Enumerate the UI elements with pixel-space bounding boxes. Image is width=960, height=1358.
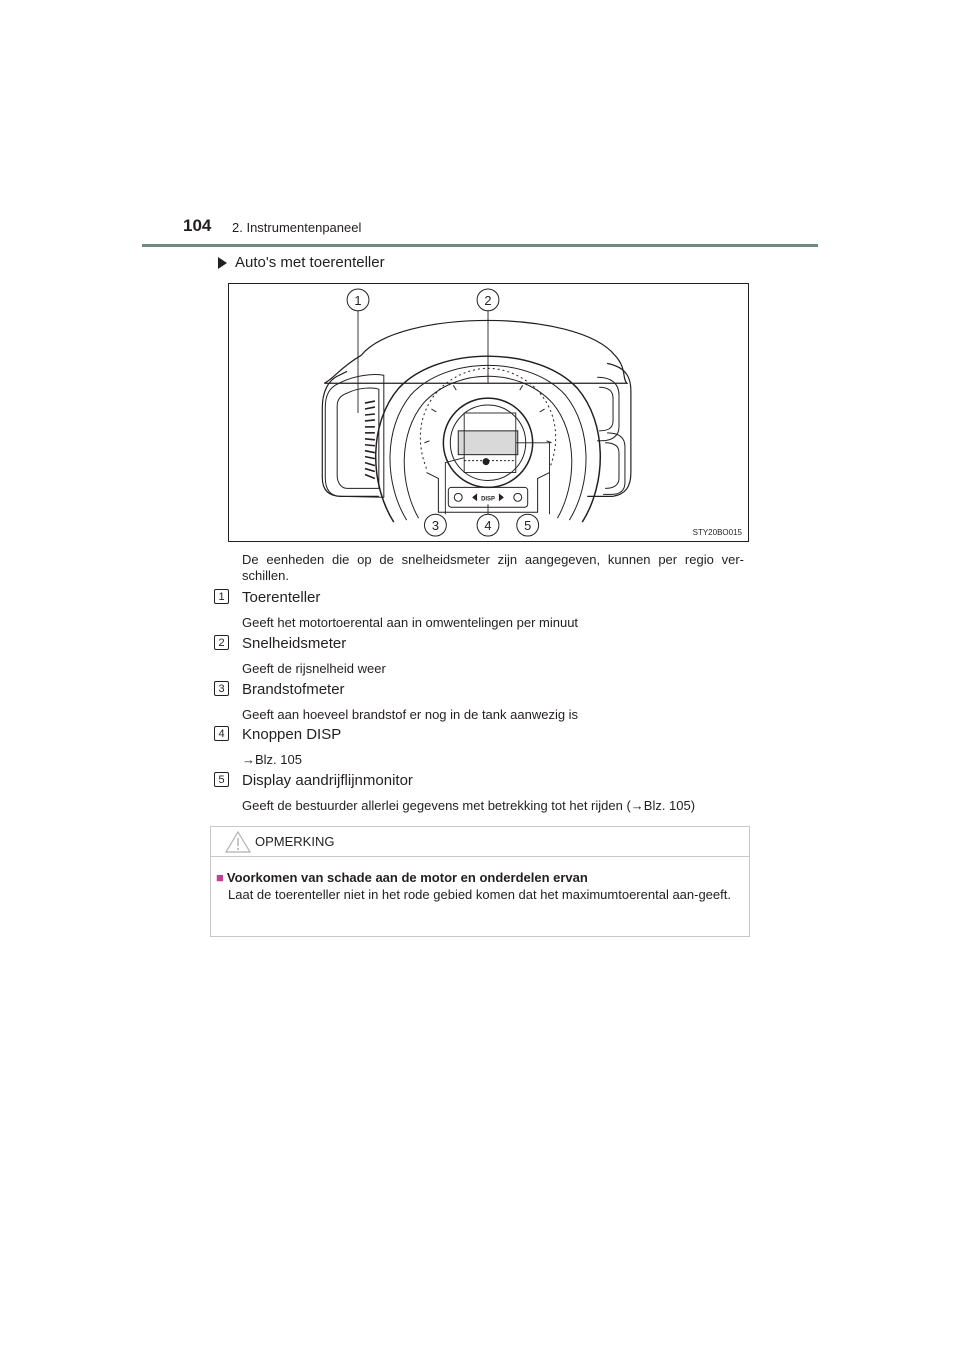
item-number-badge: 4 [214,726,229,741]
disp-button-label: DISP [481,496,495,503]
tachometer-pod [325,375,384,498]
section-title: 2. Instrumentenpaneel [232,220,362,235]
cluster-outer-left [322,371,379,496]
item-number-badge: 3 [214,681,229,696]
item-title: Toerenteller [242,589,321,606]
subheading [218,254,385,271]
item-title: Brandstofmeter [242,681,345,698]
callout-3-label: 3 [431,518,439,534]
center-lcd [458,431,518,455]
item-description: Geeft de bestuurder allerlei gegevens met betrekking tot het rijden (→Blz. 105) [242,798,696,813]
item-title: Snelheidsmeter [242,635,347,652]
header-rule [142,244,818,247]
figure-code: STY20BO015 [692,528,742,537]
cluster-housing [324,320,627,383]
callout-5-label: 5 [524,518,532,534]
tachometer-bars [365,401,375,478]
item-description: Geeft aan hoeveel brandstof er nog in de tank aanwezig is [242,707,579,722]
notice-heading-text: Voorkomen van schade aan de motor en onderdelen ervan [226,870,588,885]
item-description: Geeft de rijsnelheid weer [242,661,386,676]
notice-label: OPMERKING [255,834,335,849]
item-number-badge: 2 [214,635,229,650]
warning-triangle-icon [225,830,251,854]
triangle-bullet-icon [218,257,227,269]
item-title: Knoppen DISP [242,726,342,743]
subheading-text: Auto's met toerenteller [235,254,385,271]
item-number-badge: 5 [214,772,229,787]
instrument-cluster-figure [228,283,749,542]
callout-2-label: 2 [484,292,492,308]
item-description[interactable]: →Blz. 105 [242,752,302,767]
callout-1-label: 1 [354,292,362,308]
item-title: Display aandrijflijnmonitor [242,772,413,789]
item-number-badge: 1 [214,589,229,604]
notice-header [211,827,749,857]
notice-box [210,826,750,937]
notice-heading [216,870,588,885]
item-description: Geeft het motortoerental aan in omwentelingen per minuut [242,615,579,630]
square-bullet-icon: ■ [216,870,224,885]
page-number: 104 [183,216,212,235]
notice-body: Laat de toerenteller niet in het rode gebied komen dat het maximumtoerental aan-geeft. [228,887,731,902]
callout-4-label: 4 [484,518,492,534]
units-note: De eenheden die op de snelheidsmeter zijn aangegeven, kunnen per regio ver-schillen. [242,552,744,583]
